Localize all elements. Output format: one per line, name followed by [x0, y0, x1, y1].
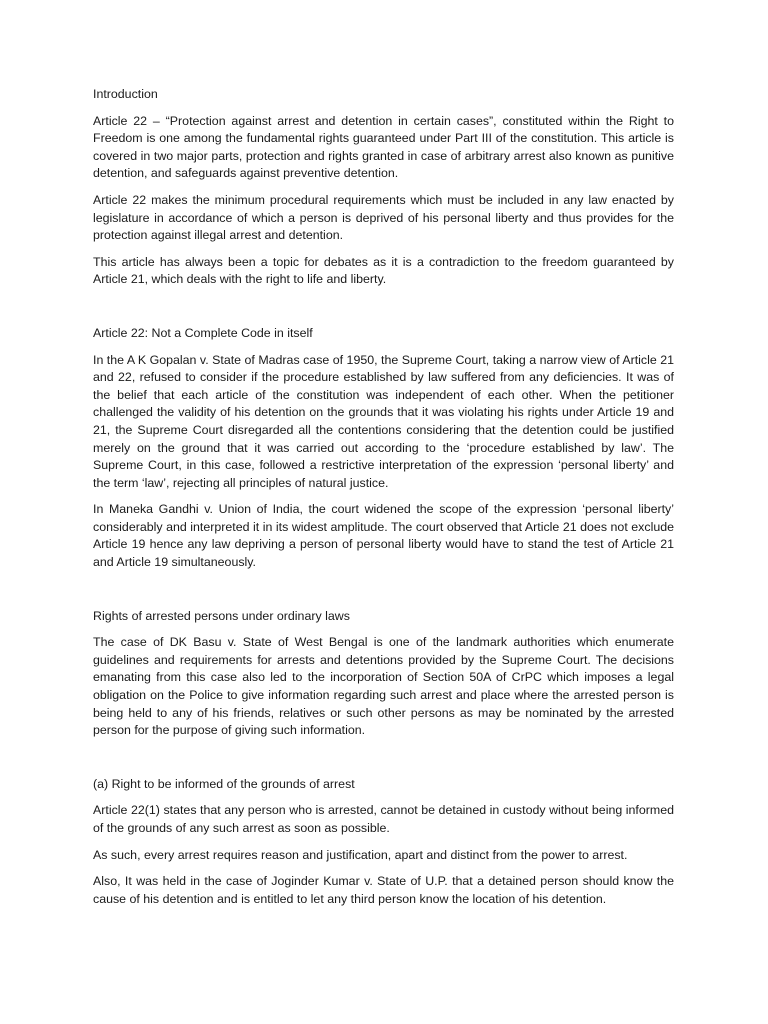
document-page: [93, 86, 674, 917]
section-spacer: [93, 581, 674, 608]
paragraph: In Maneka Gandhi v. Union of India, the court widened the scope of the expression ‘personal liberty’ considerably and interpreted it in its widest amplitude. The court observed that Article 21 does not exclude Article 19 hence any law depriving a person of personal liberty would have to stand the test of Article 21 and Article 19 simultaneously.: [93, 502, 674, 570]
paragraph: Also, It was held in the case of Joginder Kumar v. State of U.P. that a detained person should know the cause of his detention and is entitled to let any third person know the location of his detention.: [93, 874, 674, 906]
section-introduction: [93, 86, 674, 289]
paragraph: The case of DK Basu v. State of West Bengal is one of the landmark authorities which enumerate guidelines and requirements for arrests and detentions provided by the Supreme Court. The decisions emanating from this case also led to the incorporation of Section 50A of CrPC which imposes a legal obligation on the Police to give information regarding such arrest and place where the arrested person is being held to any of his friends, relatives or such other persons as may be nominated by the arrested person for the purpose of giving such information.: [93, 635, 674, 738]
paragraph: Article 22(1) states that any person who is arrested, cannot be detained in custody without being informed of the grounds of any such arrest as soon as possible.: [93, 803, 674, 835]
paragraph: Article 22 makes the minimum procedural requirements which must be included in any law enacted by legislature in accordance of which a person is deprived of his personal liberty and thus provides for the protection against illegal arrest and detention.: [93, 192, 674, 243]
section-heading: Introduction: [93, 87, 158, 101]
section-not-complete-code: [93, 325, 674, 572]
section-rights-arrested-persons: [93, 608, 674, 740]
section-spacer: [93, 298, 674, 325]
paragraph: As such, every arrest requires reason and justification, apart and distinct from the power to arrest.: [93, 847, 628, 862]
section-spacer: [93, 749, 674, 776]
section-heading: Article 22: Not a Complete Code in itself: [93, 325, 313, 340]
section-heading: (a) Right to be informed of the grounds of arrest: [93, 776, 355, 791]
paragraph: This article has always been a topic for debates as it is a contradiction to the freedom guaranteed by Article 21, which deals with the right to life and liberty.: [93, 254, 674, 287]
paragraph: In the A K Gopalan v. State of Madras case of 1950, the Supreme Court, taking a narrow view of Article 21 and 22, refused to consider if the procedure established by law suffered from any deficiencies. It was of the belief that each article of the constitution was independent of each other. When the petitioner challenged the validity of his detention on the grounds that it was violating his rights under Article 19 and 21, the Supreme Court disregarded all the contentions considering that the detention could be justified merely on the ground that it was carried out according to the ‘procedure established by law’. The Supreme Court, in this case, followed a restrictive interpretation of the expression ‘personal liberty’ and the term ‘law’, rejecting all principles of natural justice.: [93, 352, 674, 490]
section-heading: Rights of arrested persons under ordinary laws: [93, 608, 350, 623]
paragraph: Article 22 – “Protection against arrest and detention in certain cases”, constituted within the Right to Freedom is one among the fundamental rights guaranteed under Part III of the constitution. This article is covered in two major parts, protection and rights granted in case of arbitrary arrest also known as punitive detention, and safeguards against preventive detention.: [93, 113, 674, 181]
section-right-to-be-informed: [93, 776, 674, 909]
